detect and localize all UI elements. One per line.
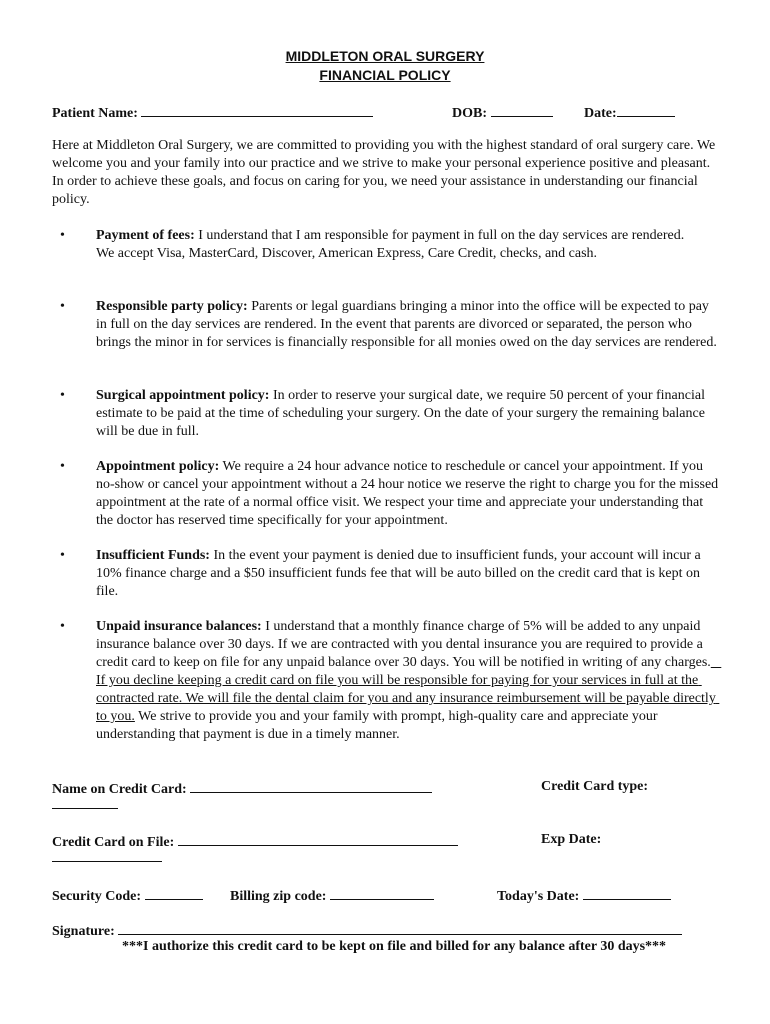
card-on-file-field[interactable] xyxy=(178,831,458,846)
billing-zip-label: Billing zip code: xyxy=(230,889,327,904)
bullet-marker: • xyxy=(60,619,65,634)
policy-surgical-appointment xyxy=(96,387,720,441)
intro-paragraph: Here at Middleton Oral Surgery, we are committed to providing you with the highest standard of oral surgery care. We welcome you and your family into our practice and we strive to make your personal experience positive and pleasant. In order to achieve these goals, and focus on caring for you, we need your assistance in understanding our financial policy. xyxy=(52,138,716,207)
policy-heading: Appointment policy: xyxy=(96,459,220,474)
exp-date-field[interactable] xyxy=(52,847,162,862)
security-code-label: Security Code: xyxy=(52,889,142,904)
policy-text: Parents or legal guardians bringing a minor into the office will be expected to pay in full on the day services are rendered. In the event that parents are divorced or separated, the person who brings the minor in for services is financially responsible for all monies owed on the day services are rendered. xyxy=(96,299,717,350)
policy-text: I understand that I am responsible for payment in full on the day services are rendered. xyxy=(194,228,685,243)
policy-unpaid-insurance xyxy=(96,618,720,744)
policy-heading: Payment of fees: xyxy=(96,228,195,243)
policy-heading: Insufficient Funds: xyxy=(96,548,210,563)
policy-payment-of-fees xyxy=(96,227,720,263)
bullet-marker: • xyxy=(60,299,65,314)
policy-heading: Responsible party policy: xyxy=(96,299,248,314)
todays-date-label: Today's Date: xyxy=(497,889,580,904)
card-type-field[interactable] xyxy=(52,794,118,809)
bullet-marker: • xyxy=(60,228,65,243)
dob-label: DOB: xyxy=(452,106,487,121)
patient-name-row xyxy=(52,102,373,123)
dob-field[interactable] xyxy=(491,102,553,117)
dob-row xyxy=(452,102,553,123)
policy-heading: Surgical appointment policy: xyxy=(96,388,270,403)
patient-name-label: Patient Name: xyxy=(52,106,138,121)
card-type-label: Credit Card type: xyxy=(541,779,649,794)
policy-underlined-text: If you decline keeping a credit card on file you will be responsible for paying for your services in full at the contracted rate. We will file the dental claim for you and any insurance reimbursement will be payable directly to you. xyxy=(96,655,722,724)
todays-date-field[interactable] xyxy=(583,885,671,900)
security-code-row xyxy=(52,885,203,906)
policy-text: We require a 24 hour advance notice to reschedule or cancel your appointment. If you no-show or cancel your appointment without a 24 hour notice we reserve the right to charge you for the missed appointment at the rate of a normal office visit. We respect your time and appreciate your understanding that the doctor has reserved time specifically for your appointment. xyxy=(96,459,719,528)
policy-extra: We accept Visa, MasterCard, Discover, American Express, Care Credit, checks, and cash. xyxy=(96,246,598,261)
date-field[interactable] xyxy=(617,102,675,117)
billing-zip-field[interactable] xyxy=(330,885,434,900)
todays-date-row xyxy=(497,885,671,906)
policy-responsible-party xyxy=(96,298,720,352)
policy-text: In order to reserve your surgical date, we require 50 percent of your financial estimate to be paid at the time of scheduling your surgery. On the date of your surgery the remaining balance will be due in full. xyxy=(96,388,705,439)
exp-date-label: Exp Date: xyxy=(541,832,602,847)
policy-closing: We strive to provide you and your family with prompt, high-quality care and appreciate your understanding that payment is due in a timely manner. xyxy=(96,709,658,742)
signature-field[interactable] xyxy=(118,920,682,935)
signature-label: Signature: xyxy=(52,924,115,939)
date-row xyxy=(584,102,675,123)
bullet-marker: • xyxy=(60,459,65,474)
policy-insufficient-funds xyxy=(96,547,720,601)
patient-name-field[interactable] xyxy=(141,102,373,117)
date-label: Date: xyxy=(584,106,617,121)
policy-heading: Unpaid insurance balances: xyxy=(96,619,262,634)
bullet-marker: • xyxy=(60,548,65,563)
authorization-statement: ***I authorize this credit card to be kept on file and billed for any balance after 30 days*** xyxy=(122,939,667,954)
card-on-file-label: Credit Card on File: xyxy=(52,835,175,850)
policy-text: I understand that a monthly finance charge of 5% will be added to any unpaid insurance balance over 30 days. If we are contracted with you dental insurance you are required to provide a credit card to keep on file for any unpaid balance over 30 days. You will be notified in writing of any charges. xyxy=(96,619,711,670)
bullet-marker: • xyxy=(60,388,65,403)
name-on-card-field[interactable] xyxy=(190,778,432,793)
name-on-card-label: Name on Credit Card: xyxy=(52,782,187,797)
document-subtitle: FINANCIAL POLICY xyxy=(319,67,451,83)
billing-zip-row xyxy=(230,885,434,906)
document-title: MIDDLETON ORAL SURGERY xyxy=(285,48,485,64)
security-code-field[interactable] xyxy=(145,885,203,900)
policy-appointment xyxy=(96,458,720,530)
policy-text: In the event your payment is denied due to insufficient funds, your account will incur a 10% finance charge and a $50 insufficient funds fee that will be auto billed on the credit card that is kept on file. xyxy=(96,548,701,599)
